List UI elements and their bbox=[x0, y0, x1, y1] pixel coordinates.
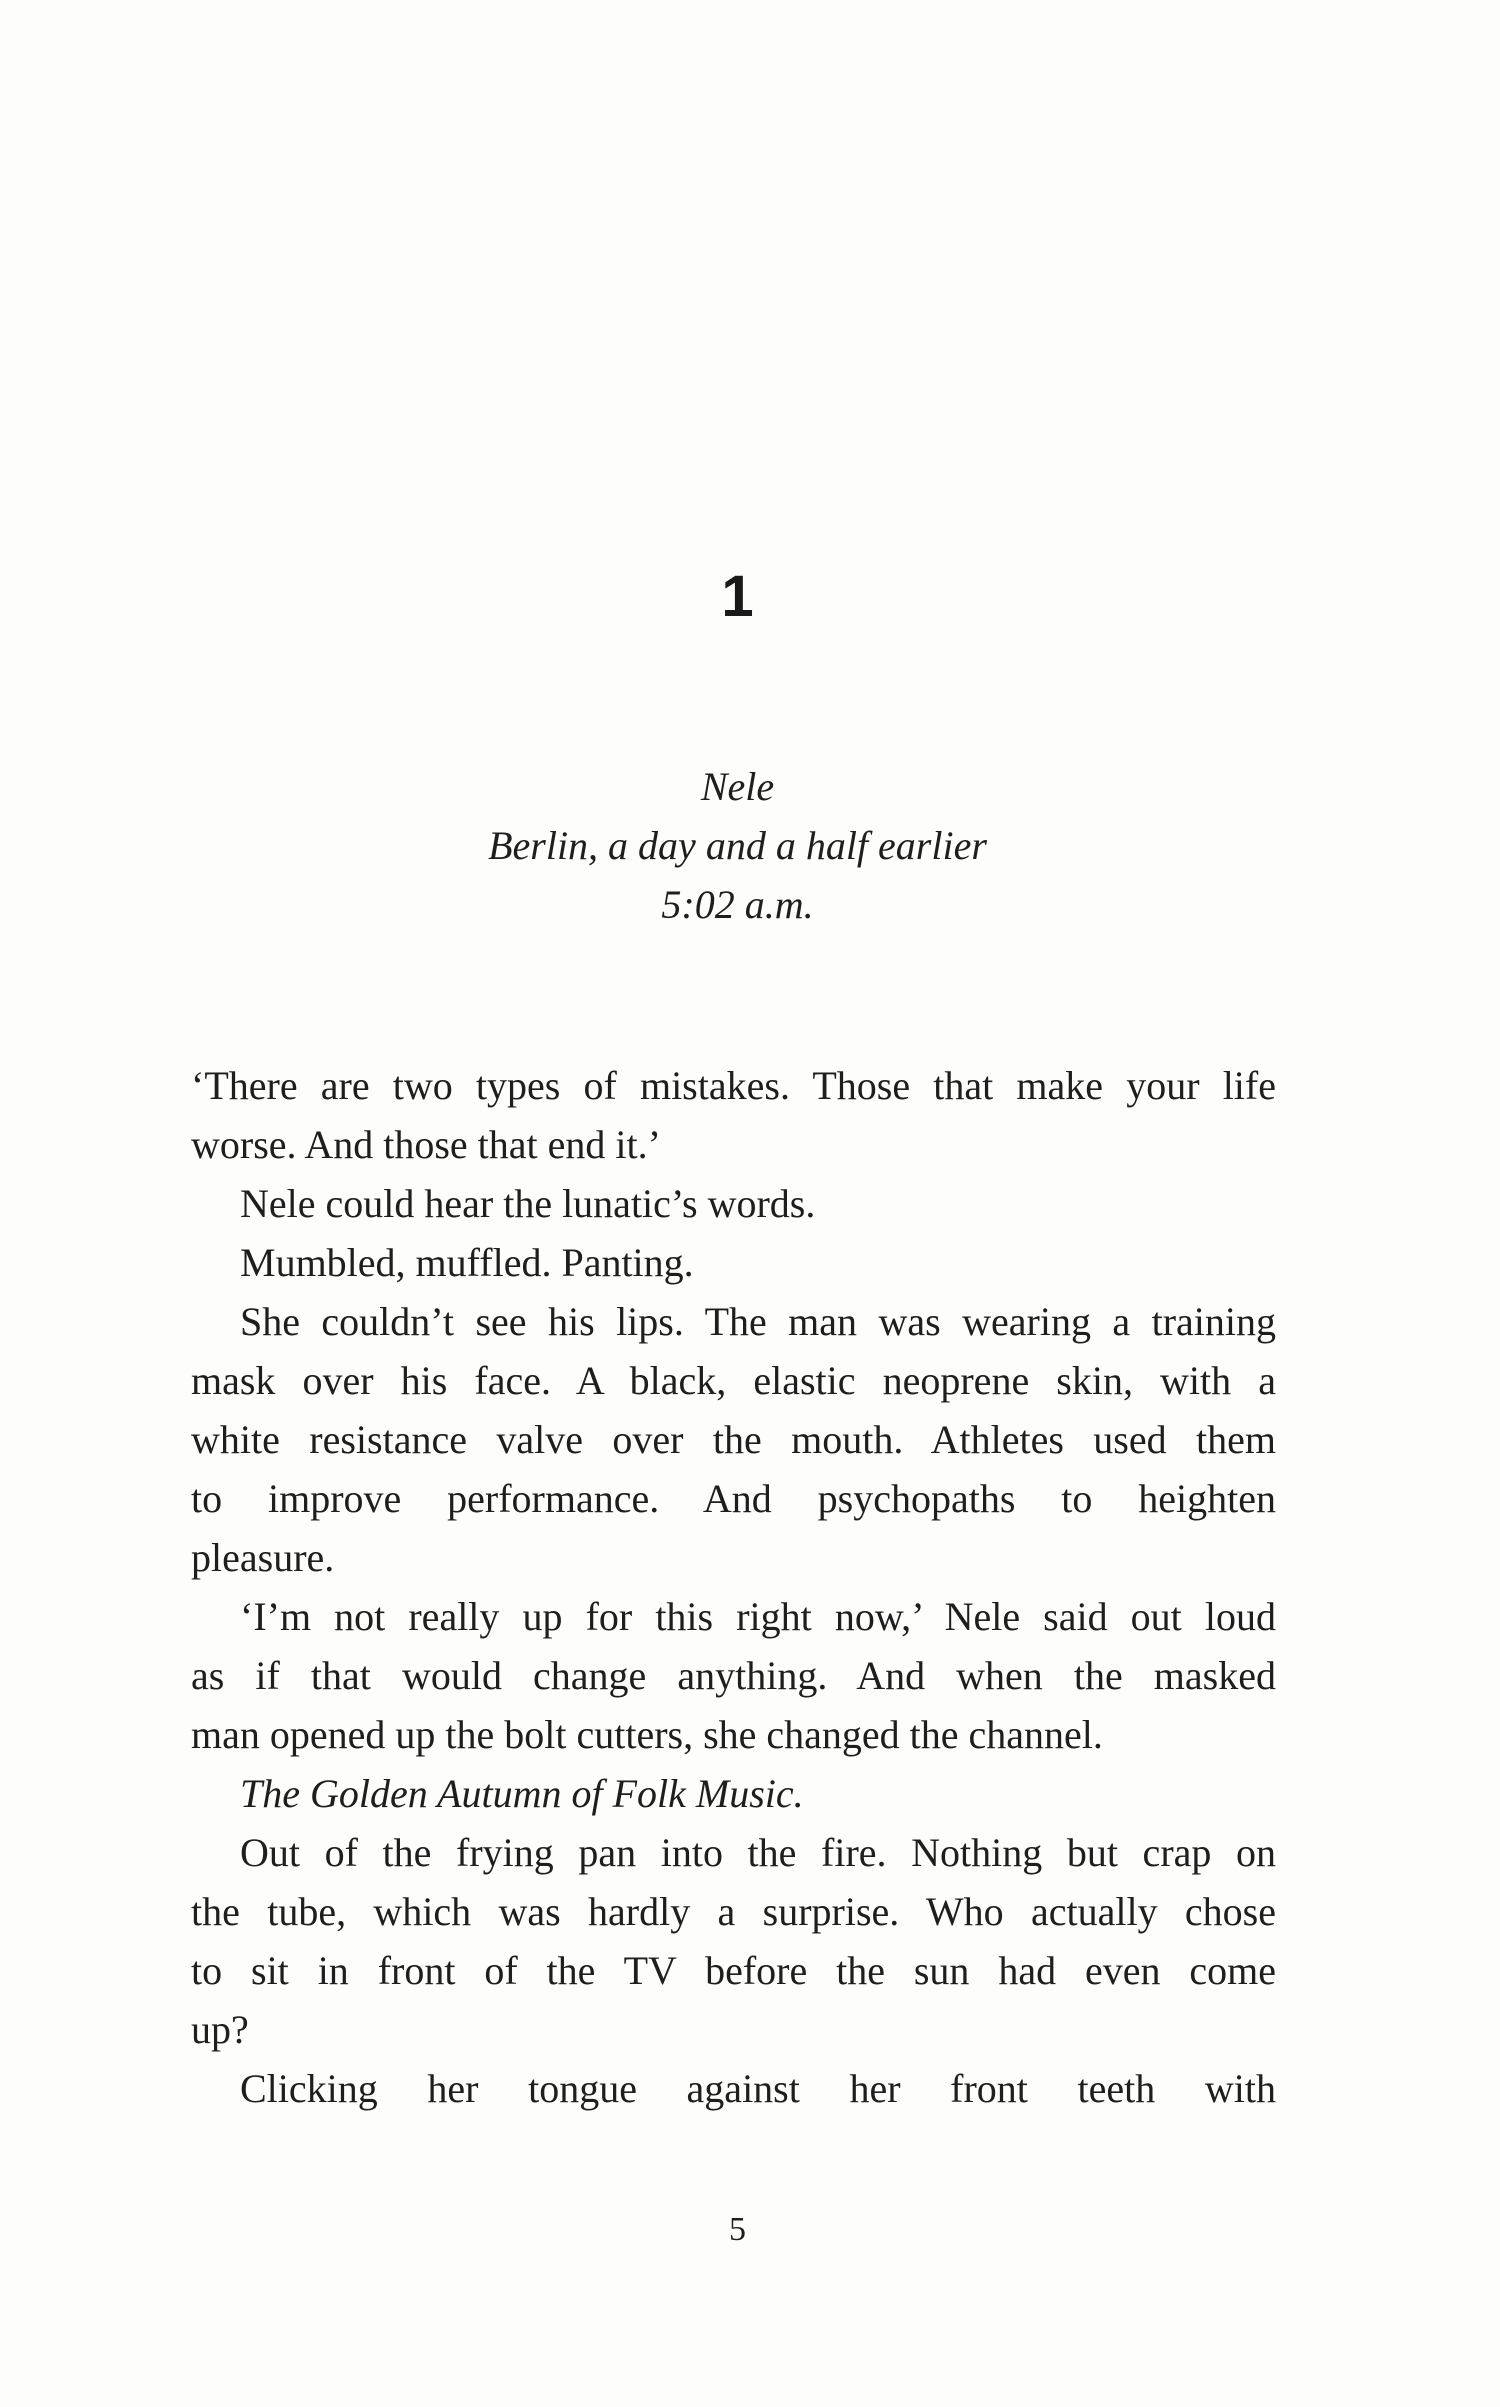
body-line: to sit in front of the TV before the sun had even come bbox=[191, 1948, 1276, 1993]
page-number: 5 bbox=[729, 2211, 746, 2248]
body-line: as if that would change anything. And when the masked bbox=[191, 1653, 1276, 1698]
body-line: ‘I’m not really up for this right now,’ Nele said out loud bbox=[240, 1594, 1276, 1639]
chapter-number: 1 bbox=[721, 564, 754, 629]
body-line: Out of the frying pan into the fire. Nothing but crap on bbox=[240, 1830, 1276, 1875]
body-line: worse. And those that end it.’ bbox=[191, 1122, 661, 1167]
body-line: to improve performance. And psychopaths to heighten bbox=[191, 1476, 1276, 1521]
body-line: Mumbled, muffled. Panting. bbox=[240, 1240, 694, 1285]
chapter-pov-name: Nele bbox=[700, 764, 775, 809]
body-line: white resistance valve over the mouth. Athletes used them bbox=[191, 1417, 1276, 1462]
chapter-setting: Berlin, a day and a half earlier bbox=[488, 823, 987, 868]
body-line: man opened up the bolt cutters, she changed the channel. bbox=[191, 1712, 1103, 1757]
body-line: Clicking her tongue against her front teeth with bbox=[240, 2066, 1276, 2111]
body-line-italic-title: The Golden Autumn of Folk Music. bbox=[240, 1771, 804, 1816]
chapter-time: 5:02 a.m. bbox=[661, 882, 814, 927]
body-line: She couldn’t see his lips. The man was wearing a training bbox=[240, 1299, 1276, 1344]
body-line: ‘There are two types of mistakes. Those that make your life bbox=[191, 1063, 1276, 1108]
body-line: Nele could hear the lunatic’s words. bbox=[240, 1181, 816, 1226]
body-line: pleasure. bbox=[191, 1535, 335, 1580]
body-line: up? bbox=[191, 2007, 249, 2052]
body-text bbox=[191, 1056, 1276, 2118]
body-line: the tube, which was hardly a surprise. Who actually chose bbox=[191, 1889, 1276, 1934]
body-line: mask over his face. A black, elastic neoprene skin, with a bbox=[191, 1358, 1276, 1403]
